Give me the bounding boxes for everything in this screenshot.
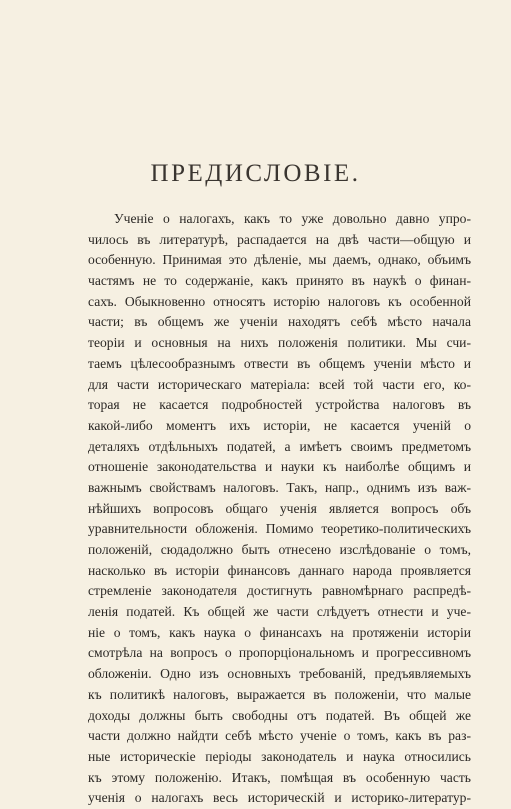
text-line-content: положеній, сюдадолжно быть отнесено изслѣдованіе о томъ, <box>88 542 471 557</box>
text-line-content: для части историческаго матеріала: всей той части его, ко- <box>88 376 471 392</box>
text-line <box>88 250 471 271</box>
text-line <box>88 354 471 375</box>
text-line <box>88 768 471 789</box>
text-line <box>88 312 471 333</box>
text-line <box>88 664 471 685</box>
preface-text <box>88 209 471 809</box>
text-line-content: частямъ не то содержаніе, какъ принято въ наукѣ о финан- <box>88 273 471 289</box>
text-line-content: части; въ общемъ же ученіи находятъ себѣ мѣсто начала <box>88 314 471 330</box>
text-line <box>88 333 471 354</box>
text-line <box>88 726 471 747</box>
text-line-content: ные историческіе періоды законодатель и наука относились <box>88 748 471 764</box>
text-line-content: сахъ. Обыкновенно относятъ исторію налоговъ къ особенной <box>88 293 471 309</box>
text-line <box>88 561 471 582</box>
text-line-content: обложеніи. Одно изъ основныхъ требованій, предъявляемыхъ <box>88 666 471 682</box>
text-line-content: важнымъ свойствамъ налоговъ. Такъ, напр., однимъ изъ важ- <box>88 479 471 495</box>
page-heading: ПРЕДИСЛОВІЕ. <box>150 160 361 187</box>
text-line-content: ленія податей. Къ общей же части слѣдуетъ отнести и уче- <box>88 604 471 620</box>
text-line <box>88 230 471 251</box>
text-line <box>88 602 471 623</box>
text-line <box>88 747 471 768</box>
text-line-content: доходы должны быть свободны отъ податей. Въ общей же <box>88 707 471 723</box>
text-line-content: теоріи и основныя на нихъ положенія политики. Мы счи- <box>88 335 471 351</box>
text-line <box>88 519 471 540</box>
text-line <box>88 375 471 396</box>
text-line <box>88 271 471 292</box>
text-line-content: торая не касается подробностей устройства налоговъ въ <box>88 397 471 413</box>
text-line <box>88 643 471 664</box>
text-line-content: къ политикѣ налоговъ, выражается въ положеніи, что малые <box>88 686 471 702</box>
text-line <box>88 499 471 520</box>
text-line <box>88 457 471 478</box>
text-line-content: особенную. Принимая это дѣленіе, мы даемъ, однако, объимъ <box>88 252 471 268</box>
text-line-content: стремленіе законодателя достигнуть равномѣрнаго распредѣ- <box>88 583 471 599</box>
text-line-content: части должно найдти себѣ мѣсто ученіе о томъ, какъ въ раз- <box>88 728 471 744</box>
text-line-content: деталяхъ отдѣльныхъ податей, а имѣетъ своимъ предметомъ <box>88 438 471 454</box>
text-line <box>88 395 471 416</box>
text-line-content: нѣйшихъ вопросовъ общаго ученія является вопросъ объ <box>88 500 471 516</box>
text-line-content: чилось въ литературѣ, распадается на двѣ части—общую и <box>88 231 471 247</box>
text-line <box>88 416 471 437</box>
text-line <box>88 623 471 644</box>
text-line <box>88 437 471 458</box>
text-line <box>88 581 471 602</box>
text-line <box>88 292 471 313</box>
text-line <box>88 685 471 706</box>
text-line-content: ніе о томъ, какъ наука о финансахъ на протяженіи исторіи <box>88 624 471 640</box>
text-line-content: уравнительности обложенія. Помимо теоретико-политическихъ <box>88 521 471 537</box>
text-line-content: смотрѣла на вопросъ о пропорціональномъ и прогрессивномъ <box>88 645 471 661</box>
text-line <box>88 706 471 727</box>
text-line-content: къ этому положенію. Итакъ, помѣщая въ особенную часть <box>88 769 471 785</box>
text-line <box>88 209 471 230</box>
text-line <box>88 478 471 499</box>
text-line-content: насколько въ исторіи финансовъ даннаго народа проявляется <box>88 562 471 578</box>
text-line-content: отношеніе законодательства и науки къ наиболѣе общимъ и <box>88 459 471 475</box>
text-line-content: Ученіе о налогахъ, какъ то уже довольно давно упро- <box>114 211 471 226</box>
text-line-content: ученія о налогахъ весь историческій и историко-литератур- <box>88 790 471 806</box>
text-line-content: какой-либо моментъ ихъ исторіи, не касается ученій о <box>88 417 471 433</box>
text-line-content: таемъ цѣлесообразнымъ отвести въ общемъ ученіи мѣсто и <box>88 355 471 371</box>
text-line <box>88 540 471 561</box>
